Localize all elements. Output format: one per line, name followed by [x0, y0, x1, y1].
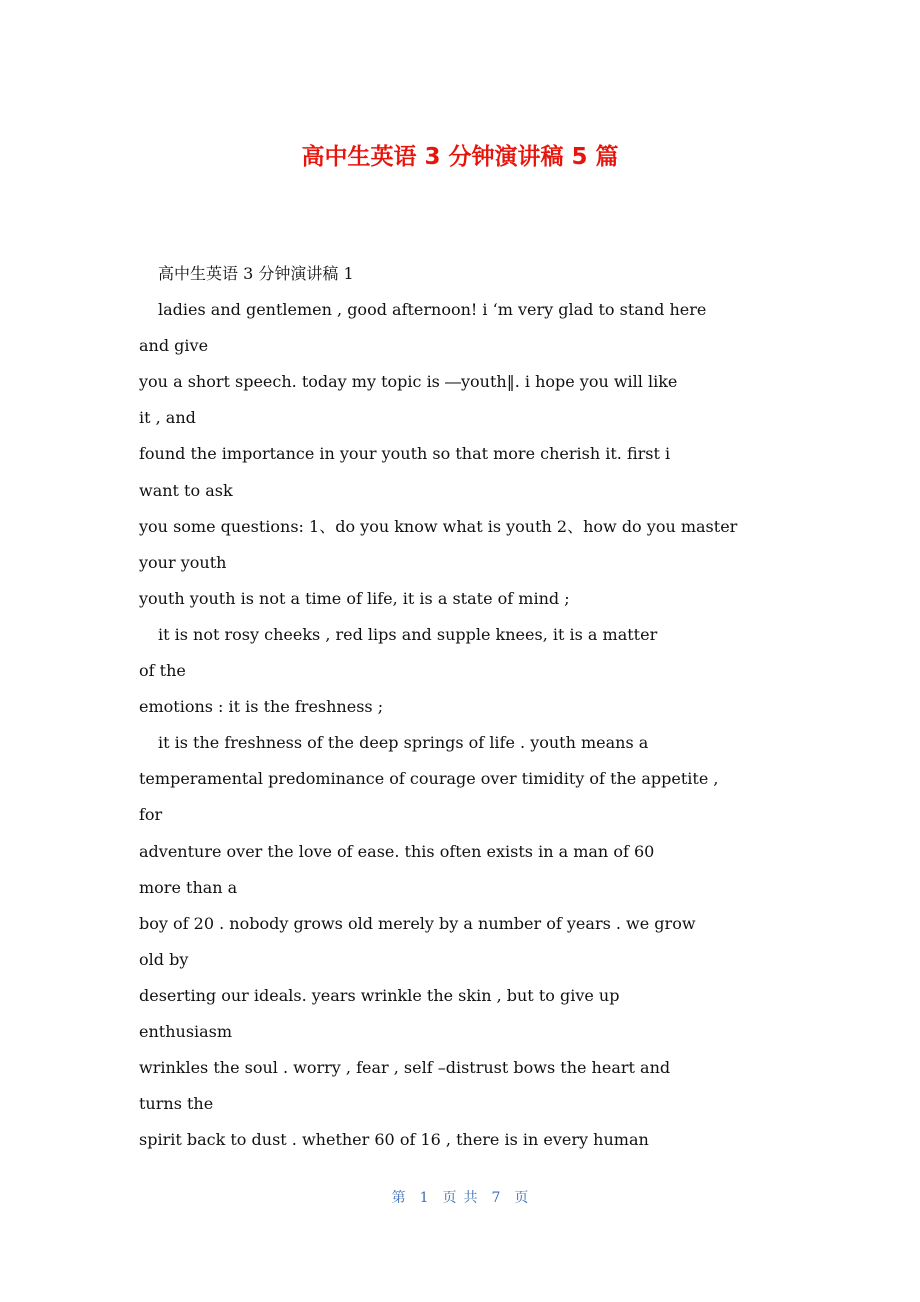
body-line: more than a	[139, 877, 238, 897]
footer-page-label: 第	[391, 1190, 406, 1206]
body-line: turns the	[139, 1094, 214, 1114]
body-line: of the	[139, 661, 186, 681]
body-line: emotions : it is the freshness ;	[139, 697, 384, 717]
footer-total-pages: 7	[491, 1190, 501, 1206]
body-line: enthusiasm	[139, 1021, 233, 1041]
footer-total-prefix: 页 共	[442, 1190, 478, 1206]
body-line: want to ask	[139, 480, 233, 500]
body-line: ladies and gentlemen , good afternoon! i ‘m very glad to stand here	[158, 300, 707, 320]
body-line: you some questions: 1、do you know what is youth 2、how do you master	[139, 516, 738, 536]
document-body	[139, 256, 799, 1158]
body-line: boy of 20 . nobody grows old merely by a number of years . we grow	[139, 913, 696, 933]
page-footer	[0, 1184, 920, 1212]
body-line: wrinkles the soul . worry , fear , self –distrust bows the heart and	[139, 1058, 671, 1078]
footer-current-page: 1	[419, 1190, 429, 1206]
body-line: it is the freshness of the deep springs of life . youth means a	[158, 733, 649, 753]
document-title: 高中生英语 3 分钟演讲稿 5 篇	[301, 144, 619, 170]
body-line: it , and	[139, 408, 196, 428]
section-heading: 高中生英语 3 分钟演讲稿 1	[158, 264, 354, 283]
body-line: temperamental predominance of courage over timidity of the appetite ,	[139, 769, 719, 789]
body-line: for	[139, 805, 163, 825]
body-line: found the importance in your youth so that more cherish it. first i	[139, 444, 671, 464]
body-line: old by	[139, 949, 189, 969]
body-line: adventure over the love of ease. this often exists in a man of 60	[139, 841, 655, 861]
body-line: your youth	[139, 552, 227, 572]
body-line: spirit back to dust . whether 60 of 16 , there is in every human	[139, 1130, 649, 1150]
body-line: you a short speech. today my topic is ―youth‖. i hope you will like	[139, 372, 678, 392]
body-line: youth youth is not a time of life, it is a state of mind ;	[139, 588, 570, 608]
body-line: and give	[139, 336, 209, 356]
footer-total-suffix: 页	[514, 1190, 529, 1206]
body-line: deserting our ideals. years wrinkle the skin , but to give up	[139, 985, 620, 1005]
body-line: it is not rosy cheeks , red lips and supple knees, it is a matter	[158, 624, 658, 644]
